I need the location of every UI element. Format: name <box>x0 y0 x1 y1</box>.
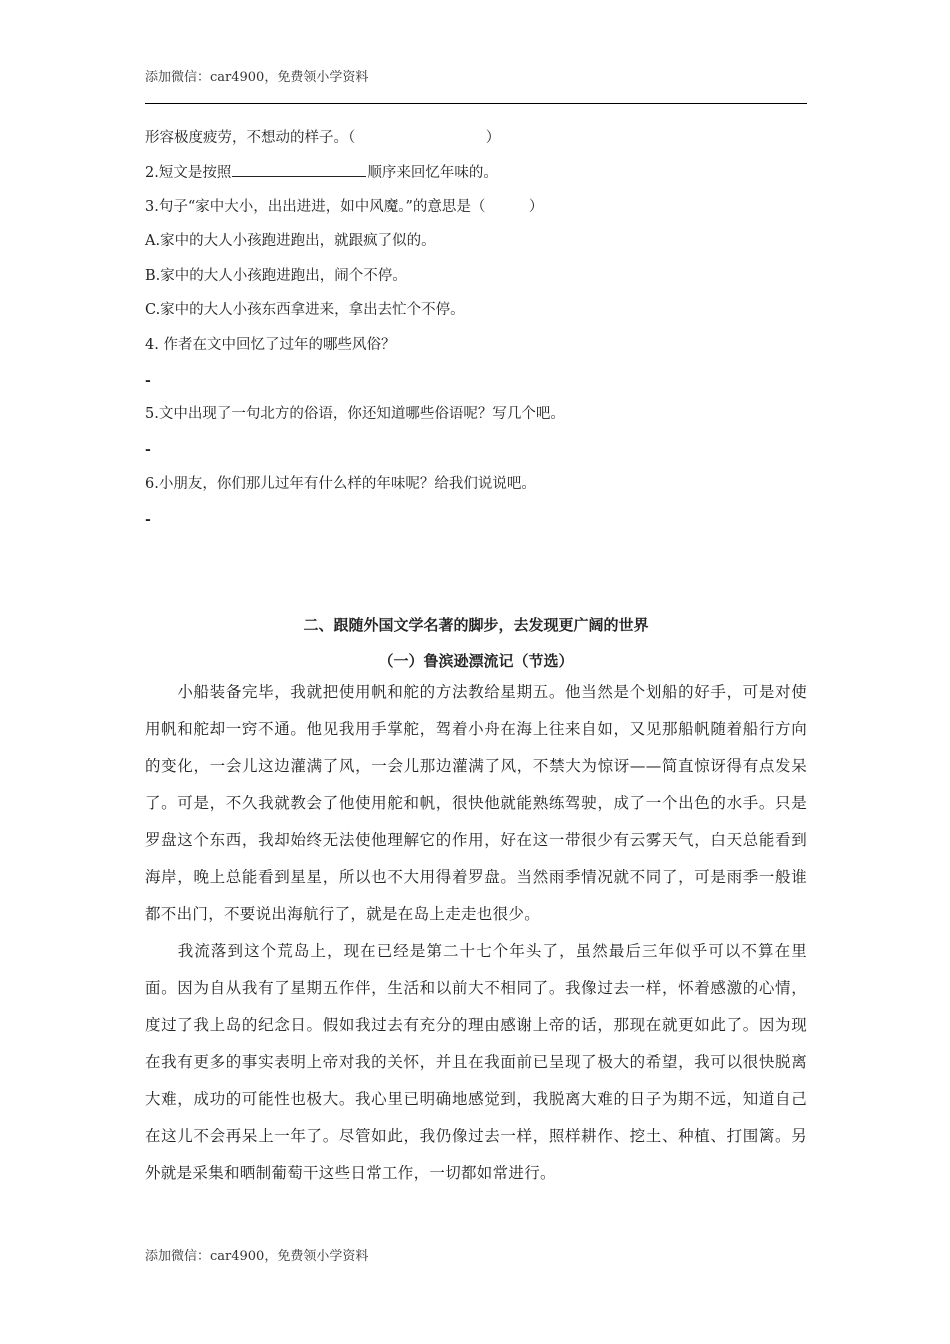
question-2-prefix: 2.短文是按照 <box>145 165 232 181</box>
question-5: 5.文中出现了一句北方的俗语，你还知道哪些俗语呢？写几个吧。 <box>145 406 565 422</box>
paragraph-1-text: 小船装备完毕，我就把使用帆和舵的方法教给星期五。他当然是个划船的好手，可是对使用帆和舵却一窍不通。他见我用手掌舵，驾着小舟在海上往来自如，又见那船帆随着船行方向的变化，一会儿这边灌满了风，一会儿那边灌满了风，不禁大为惊讶——简直惊讶得有点发呆了。可是，不久我就教会了他使用舵和帆，很快他就能熟练驾驶，成了一个出色的水手。只是罗盘这个东西，我却始终无法使他理解它的作用，好在这一带很少有云雾天气，白天总能看到海岸，晚上总能看到星星，所以也不大用得着罗盘。当然雨季情况就不同了，可是雨季一般谁都不出门，不要说出海航行了，就是在岛上走走也很少。 <box>145 683 807 923</box>
page-header: 添加微信：car4900，免费领小学资料 <box>145 70 369 85</box>
question-2-suffix: 顺序来回忆年味的。 <box>367 165 498 181</box>
option-a: A.家中的大人小孩跑进跑出，就跟疯了似的。 <box>145 233 436 249</box>
option-c: C.家中的大人小孩东西拿进来，拿出去忙个不停。 <box>145 302 465 318</box>
question-2 <box>145 162 498 183</box>
question-4: 4. 作者在文中回忆了过年的哪些风俗？ <box>145 337 396 353</box>
section-title: 二、跟随外国文学名著的脚步，去发现更广阔的世界 <box>303 616 649 634</box>
header-divider <box>145 103 807 104</box>
page-footer: 添加微信：car4900，免费领小学资料 <box>145 1249 369 1264</box>
section-subtitle: （一）鲁滨逊漂流记（节选） <box>378 652 574 670</box>
question-6: 6.小朋友，你们那儿过年有什么样的年味呢？给我们说说吧。 <box>145 476 536 492</box>
passage-paragraph-2 <box>145 933 807 1192</box>
question-3: 3.句子“家中大小，出出进进，如中风魔。”的意思是（ ） <box>145 199 544 215</box>
option-b: B.家中的大人小孩跑进跑出，闹个不停。 <box>145 268 407 284</box>
answer-mark: - <box>145 442 151 458</box>
answer-blank[interactable] <box>232 162 366 177</box>
answer-mark: - <box>145 373 151 389</box>
paragraph-2-text: 我流落到这个荒岛上，现在已经是第二十七个年头了，虽然最后三年似乎可以不算在里面。因为自从我有了星期五作伴，生活和以前大不相同了。我像过去一样，怀着感激的心情，度过了我上岛的纪念日。假如我过去有充分的理由感谢上帝的话，那现在就更如此了。因为现在我有更多的事实表明上帝对我的关怀，并且在我面前已呈现了极大的希望，我可以很快脱离大难，成功的可能性也极大。我心里已明确地感觉到，我脱离大难的日子为期不远，知道自己在这儿不会再呆上一年了。尽管如此，我仍像过去一样，照样耕作、挖土、种植、打围篱。另外就是采集和晒制葡萄干这些日常工作，一切都如常进行。 <box>145 942 807 1182</box>
question-1-tail: 形容极度疲劳，不想动的样子。（ ） <box>145 130 501 146</box>
answer-mark: - <box>145 512 151 528</box>
passage-paragraph-1 <box>145 674 807 933</box>
